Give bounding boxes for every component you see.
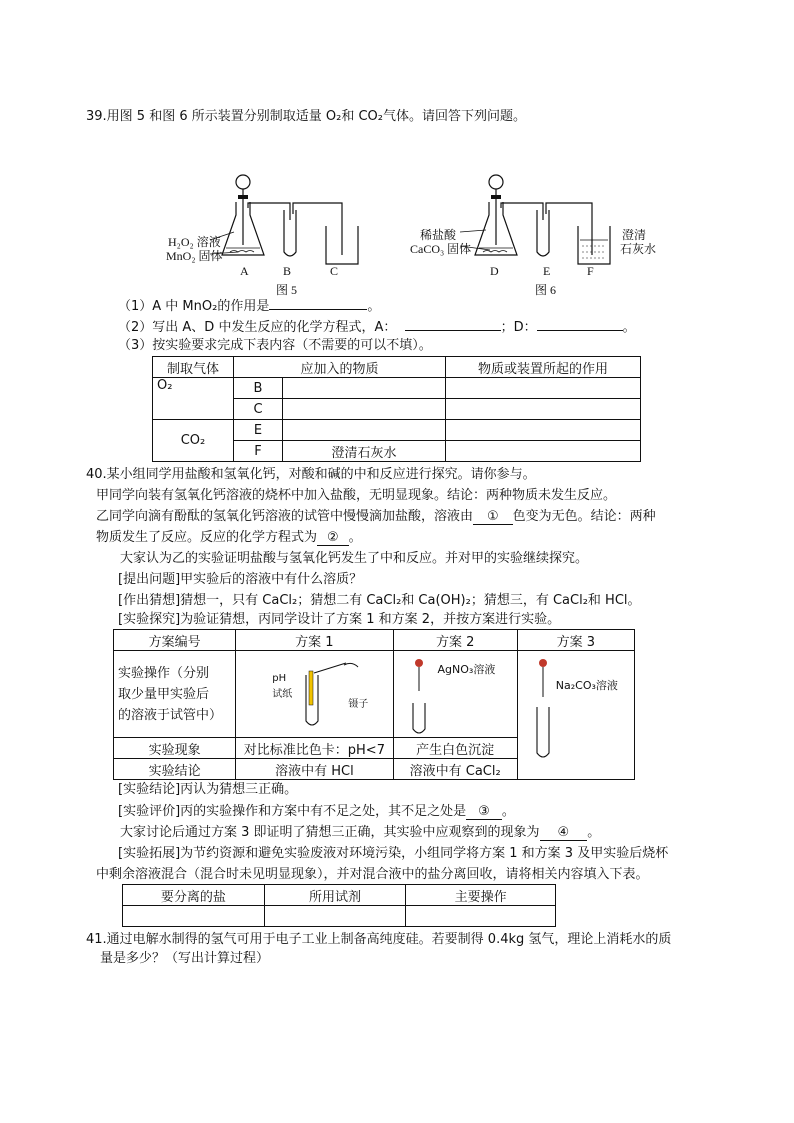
- q40-line-6: [提出问题]甲实验后的溶液中有什么溶质？: [118, 572, 363, 587]
- q40-line-3: [96, 508, 656, 526]
- q39-table-b-substance[interactable]: [283, 378, 446, 399]
- q39-blank-a[interactable]: [405, 316, 501, 331]
- q39-table-e-substance[interactable]: [283, 420, 446, 441]
- q40-line-10-end: 。: [501, 804, 515, 819]
- fig5-letter-c: C: [330, 264, 339, 278]
- sep-table-h3: 主要操作: [406, 885, 556, 906]
- fig5-letter-a: A: [240, 264, 249, 278]
- sep-table-salt[interactable]: [123, 906, 265, 927]
- sep-table-h1: 要分离的盐: [123, 885, 265, 906]
- q40-line-7: [作出猜想]猜想一，只有 CaCl₂；猜想二有 CaCl₂和 Ca(OH)₂；猜想三，有 CaCl₂和 HCl。: [118, 593, 641, 608]
- q40-op-line-3: 的溶液于试管中）: [118, 707, 223, 723]
- q40-plan-table: [113, 629, 635, 780]
- q39-table-h1: 制取气体: [153, 357, 234, 378]
- q39-table-f-role[interactable]: [446, 441, 641, 462]
- q40-separation-table: [122, 884, 556, 927]
- fig6-letter-d: D: [490, 264, 499, 278]
- q39-table-e-role[interactable]: [446, 420, 641, 441]
- ph-label: pH: [272, 673, 287, 684]
- q40-table-obs1: 对比标准比色卡：pH<7: [236, 738, 393, 759]
- fig6-letter-f: F: [587, 264, 594, 278]
- q40-line-4: [96, 529, 362, 547]
- q39-table-row-c: C: [234, 399, 283, 420]
- q39-table-c-role[interactable]: [446, 399, 641, 420]
- dropper-na2co3: [528, 657, 558, 767]
- fig5-label-mno2: MnO₂ 固体: [166, 249, 223, 263]
- q40-table-h1: 方案 1: [236, 630, 393, 651]
- q40-line-10: [118, 803, 515, 821]
- q40-table-op-label: [114, 651, 236, 738]
- sep-table-h2: 所用试剂: [264, 885, 406, 906]
- q40-table-con-label: 实验结论: [114, 759, 236, 780]
- q39-sub1: [118, 295, 380, 316]
- q39-title: 39.用图 5 和图 6 所示装置分别制取适量 O₂和 CO₂气体。请回答下列问题。: [86, 109, 526, 124]
- na2co3-label: Na₂CO₃溶液: [555, 679, 618, 692]
- q39-blank-1[interactable]: [269, 295, 367, 310]
- q40-table-obs2: 产生白色沉淀: [393, 738, 517, 759]
- fig6-label-limewater-1: 澄清: [622, 228, 647, 242]
- q39-table-h2: 应加入的物质: [234, 357, 446, 378]
- q40-line-8: [实验探究]为验证猜想，丙同学设计了方案 1 和方案 2，并按方案进行实验。: [118, 612, 561, 627]
- fig6-letter-e: E: [543, 264, 551, 278]
- q39-table-row-f: F: [234, 441, 283, 462]
- q39-sub2-text: （2）写出 A、D 中发生反应的化学方程式，A：: [118, 320, 397, 335]
- q40-table-h2: 方案 2: [393, 630, 517, 651]
- fig5-caption: 图 5: [276, 283, 298, 297]
- q39-sub3: （3）按实验要求完成下表内容（不需要的可以不填）。: [118, 338, 432, 353]
- q40-line-11-text: 大家讨论后通过方案 3 即证明了猜想三正确，其实验中应观察到的现象为: [120, 825, 540, 840]
- q40-line-9: [实验结论]丙认为猜想三正确。: [118, 782, 298, 797]
- q39-table-f-substance: 澄清石灰水: [283, 441, 446, 462]
- q40-line-2: 甲同学向装有氢氧化钙溶液的烧杯中加入盐酸，无明显现象。结论：两种物质未发生反应。: [96, 488, 617, 503]
- q39-blank-d[interactable]: [537, 316, 623, 331]
- q40-line-12: [实验拓展]为节约资源和避免实验废液对环境污染，小组同学将方案 1 和方案 3 及甲实验后烧杯: [118, 846, 669, 861]
- q40-plan2-diagram: [393, 651, 517, 738]
- q39-sub2: [118, 316, 636, 337]
- q40-line-3-end: 色变为无色。结论：两种: [512, 509, 656, 524]
- q40-line-5: 大家认为乙的实验证明盐酸与氢氧化钙发生了中和反应。并对甲的实验继续探究。: [120, 551, 589, 566]
- q40-line-10-text: [实验评价]丙的实验操作和方案中有不足之处，其不足之处是: [118, 804, 467, 819]
- q40-line-11: [120, 824, 600, 842]
- agno3-label: AgNO₃溶液: [437, 663, 496, 676]
- dropper-agno3: [404, 657, 434, 737]
- fig6-label-hcl: 稀盐酸: [420, 228, 457, 242]
- q40-line-4-end: 。: [348, 530, 362, 545]
- q39-table-row-b: B: [234, 378, 283, 399]
- q39-table-gas-co2: CO₂: [153, 420, 234, 462]
- q40-line-4-text: 物质发生了反应。反应的化学方程式为: [96, 530, 318, 545]
- q40-table-h3: 方案 3: [517, 630, 634, 651]
- q39-table-b-role[interactable]: [446, 378, 641, 399]
- sep-table-operation[interactable]: [406, 906, 556, 927]
- q40-blank-3[interactable]: ③: [466, 804, 502, 820]
- q40-blank-2[interactable]: ②: [317, 530, 349, 546]
- q40-line-11-end: 。: [587, 825, 601, 840]
- q40-blank-1[interactable]: ①: [473, 509, 513, 525]
- fig6-label-limewater-2: 石灰水: [620, 242, 657, 256]
- sep-table-reagent[interactable]: [264, 906, 406, 927]
- fig6-caption: 图 6: [535, 283, 557, 297]
- q40-table-con1: 溶液中有 HCl: [236, 759, 393, 780]
- tweezer-label: 镊子: [348, 699, 369, 710]
- q40-table-h0: 方案编号: [114, 630, 236, 651]
- paper-label: 试纸: [272, 689, 293, 700]
- q40-table-obs-label: 实验现象: [114, 738, 236, 759]
- q39-table-gas-o2: O₂: [153, 378, 234, 420]
- q40-line-3-text: 乙同学向滴有酚酞的氢氧化钙溶液的试管中慢慢滴加盐酸，溶液由: [96, 509, 474, 524]
- fig5-letter-b: B: [283, 264, 292, 278]
- q39-sub1-text: （1）A 中 MnO₂的作用是: [118, 299, 270, 314]
- q40-blank-4[interactable]: ④: [540, 825, 588, 841]
- q39-table-row-e: E: [234, 420, 283, 441]
- q40-table-con2: 溶液中有 CaCl₂: [393, 759, 517, 780]
- figure-5-apparatus: [160, 170, 370, 290]
- q40-line-13: 中剩余溶液混合（混合时未见明显现象），并对混合液中的盐分离回收，请将相关内容填入下表。: [96, 867, 649, 882]
- q39-table-h3: 物质或装置所起的作用: [446, 357, 641, 378]
- q39-sub1-end: 。: [367, 299, 381, 314]
- q41-line-2: 量是多少？（写出计算过程）: [100, 951, 270, 966]
- q39-table-c-substance[interactable]: [283, 399, 446, 420]
- q40-plan3-diagram: [517, 651, 634, 780]
- q40-plan1-diagram: [236, 651, 393, 738]
- q39-table: [152, 356, 641, 462]
- q39-sub2-mid: ；D：: [500, 320, 537, 335]
- q40-line-1: 40.某小组同学用盐酸和氢氧化钙，对酸和碱的中和反应进行探究。请你参与。: [86, 467, 536, 482]
- q40-op-line-1: 实验操作（分别: [118, 665, 210, 681]
- q41-line-1: 41.通过电解水制得的氢气可用于电子工业上制备高纯度硅。若要制得 0.4kg 氢气，理论上消耗水的质: [86, 932, 672, 947]
- fig6-label-caco3: CaCO₃ 固体: [410, 242, 472, 256]
- q40-op-line-2: 取少量甲实验后: [118, 686, 210, 702]
- q39-sub2-end: 。: [622, 320, 636, 335]
- fig5-label-h2o2: H₂O₂ 溶液: [168, 235, 221, 249]
